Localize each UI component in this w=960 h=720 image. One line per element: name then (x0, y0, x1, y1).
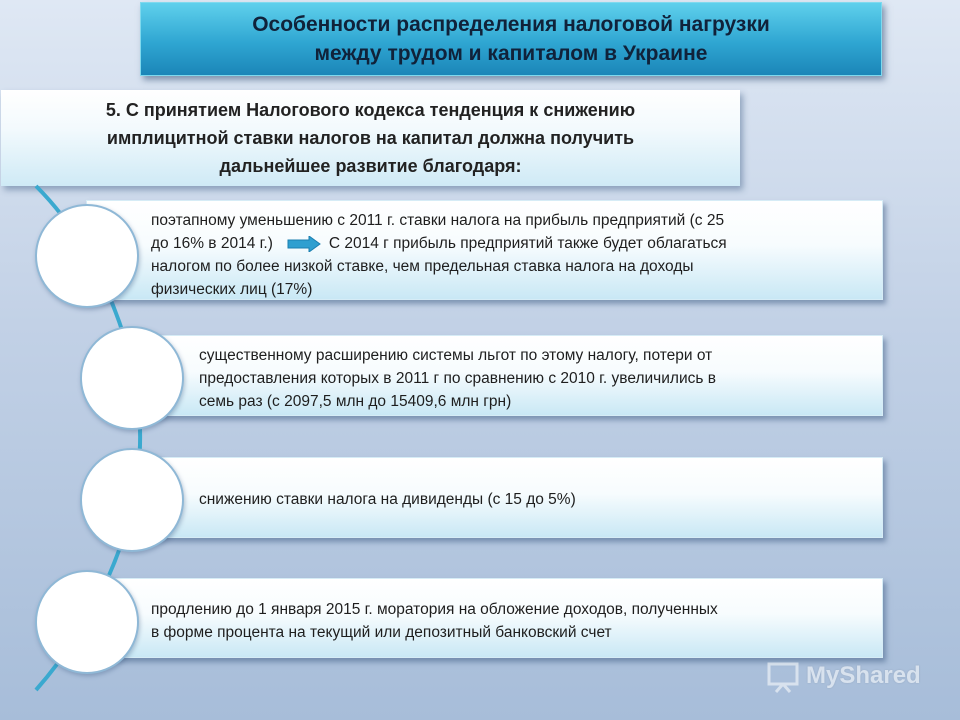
item-2-line-3: семь раз (с 2097,5 млн до 15409,6 млн грн) (199, 393, 512, 410)
item-1-line-4: физических лиц (17%) (151, 281, 313, 298)
bullet-circle-2 (80, 326, 184, 430)
header-line-2: имплицитной ставки налогов на капитал должна получить (106, 128, 635, 148)
item-4-line-2: в форме процента на текущий или депозитный банковский счет (151, 624, 612, 641)
item-1-line-1: поэтапному уменьшению с 2011 г. ставки налога на прибыль предприятий (с 25 (151, 212, 725, 229)
header-line-1: 5. С принятием Налогового кодекса тенденция к снижению (105, 100, 636, 120)
list-item-1 (86, 200, 883, 300)
item-2-line-1: существенному расширению системы льгот по этому налогу, потери от (199, 347, 713, 364)
list-item-2 (132, 335, 883, 416)
bullet-circle-1 (35, 204, 139, 308)
bullet-circle-4 (35, 570, 139, 674)
header-line-3: дальнейшее развитие благодаря: (219, 156, 522, 176)
item-2-line-2: предоставления которых в 2011 г по сравнению с 2010 г. увеличились в (199, 370, 716, 387)
item-1-line-2: до 16% в 2014 г.) С 2014 г прибыль предприятий также будет облагаться (151, 235, 727, 252)
title-line-2: между трудом и капиталом в Украине (314, 42, 708, 65)
title-line-1: Особенности распределения налоговой нагрузки (252, 13, 770, 36)
presentation-icon (766, 659, 800, 693)
watermark-text: MyShared (806, 662, 921, 689)
item-1-line-3: налогом по более низкой ставке, чем предельная ставка налога на доходы (151, 258, 694, 275)
arrow-right-icon (287, 236, 321, 252)
bullet-circle-3 (80, 448, 184, 552)
item-4-line-1: продлению до 1 января 2015 г. моратория на обложение доходов, полученных (151, 601, 718, 618)
list-item-4 (86, 578, 883, 658)
watermark-logo (766, 656, 921, 696)
list-item-3 (132, 457, 883, 538)
item-3-line-1: снижению ставки налога на дивиденды (с 15 до 5%) (199, 491, 576, 508)
